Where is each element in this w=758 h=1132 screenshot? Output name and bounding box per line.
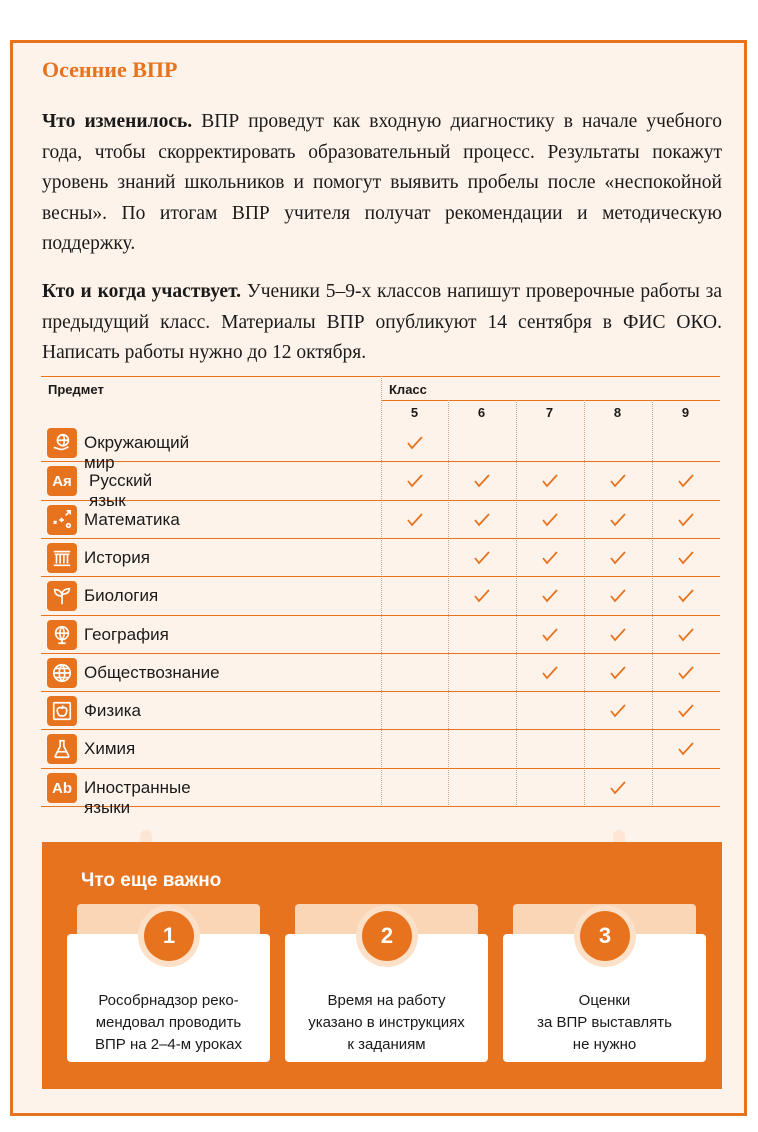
checkmark-icon	[584, 665, 651, 685]
note-line: к заданиям	[347, 1036, 426, 1053]
checkmark-icon	[584, 588, 651, 608]
checkmark-icon	[652, 512, 719, 532]
checkmark-icon	[652, 703, 719, 723]
checkmark-icon	[652, 741, 719, 761]
column-icon	[47, 543, 77, 573]
checkmark-icon	[652, 588, 719, 608]
row-divider	[41, 768, 720, 769]
subject-label: История	[84, 548, 150, 567]
checkmark-icon	[516, 627, 583, 647]
note-line: не нужно	[572, 1036, 637, 1053]
note-line: ВПР на 2–4-м уроках	[94, 1036, 242, 1053]
checkmark-icon	[584, 473, 651, 493]
grade-header: 5	[410, 405, 419, 420]
checkmark-icon	[584, 703, 651, 723]
checkmark-icon	[584, 512, 651, 532]
globe-grid-icon	[47, 620, 77, 650]
who-text: Ученики 5–9-х классов напишут проверочные работы за предыдущий класс. Материалы ВПР опубликуют 14 сентября в ФИС ОКО. Написать работы нужно до 12 октября.	[42, 281, 722, 363]
note-text	[285, 990, 488, 1056]
checkmark-icon	[652, 550, 719, 570]
subject-label: Математика	[84, 510, 180, 529]
subject-label: Обществознание	[84, 663, 220, 682]
checkmark-icon	[584, 550, 651, 570]
note-line: Время на работу	[327, 992, 446, 1009]
checkmark-icon	[516, 588, 583, 608]
grade-header-rule	[381, 400, 720, 401]
language-icon: Ab	[47, 773, 77, 803]
globe-hand-icon	[47, 428, 77, 458]
who-label: Кто и когда участвует.	[42, 281, 242, 302]
row-divider	[41, 691, 720, 692]
checkmark-icon	[652, 665, 719, 685]
checkmark-icon	[652, 473, 719, 493]
checkmark-icon	[448, 512, 515, 532]
note-text	[67, 990, 270, 1056]
changed-label: Что изменилось.	[42, 111, 193, 132]
checkmark-icon	[448, 588, 515, 608]
grade-header: 8	[613, 405, 622, 420]
note-number: 3	[580, 911, 630, 961]
subject-label: Химия	[84, 739, 136, 758]
note-line: мендовал проводить	[95, 1014, 242, 1031]
important-title: Что еще важно	[81, 870, 222, 891]
changed-text: ВПР проведут как входную диагностику в начале учебного года, чтобы скорректировать образовательный процесс. Результаты покажут уровень знаний школьников и помогут выявить пробелы после «неспокойной весны». По итогам ВПР учителя получат рекомендации и методическую поддержку.	[42, 111, 722, 254]
grade-header: 9	[681, 405, 690, 420]
checkmark-icon	[652, 627, 719, 647]
grade-header: 7	[545, 405, 554, 420]
world-icon	[47, 658, 77, 688]
class-column-header: Класс	[389, 382, 427, 397]
checkmark-icon	[381, 512, 448, 532]
apple-book-icon	[47, 696, 77, 726]
checkmark-icon	[516, 512, 583, 532]
checkmark-icon	[381, 473, 448, 493]
letters-icon: Ая	[47, 466, 77, 496]
row-divider	[41, 576, 720, 577]
subject-label: Русский язык	[89, 471, 153, 510]
checkmark-icon	[516, 473, 583, 493]
note-line: за ВПР выставлять	[537, 1014, 672, 1031]
checkmark-icon	[381, 435, 448, 455]
changed-paragraph	[42, 107, 722, 260]
subject-label: Иностранные языки	[84, 778, 191, 817]
who-paragraph	[42, 277, 722, 369]
checkmark-icon	[516, 550, 583, 570]
checkmark-icon	[448, 473, 515, 493]
note-number: 2	[362, 911, 412, 961]
grade-header: 6	[477, 405, 486, 420]
note-line: Рособрнадзор реко-	[98, 992, 239, 1009]
flask-icon	[47, 734, 77, 764]
formula-icon	[47, 505, 77, 535]
row-divider	[41, 538, 720, 539]
checkmark-icon	[584, 780, 651, 800]
row-divider	[41, 615, 720, 616]
subject-label: Биология	[84, 586, 159, 605]
note-line: указано в инструкциях	[308, 1014, 465, 1031]
checkmark-icon	[516, 665, 583, 685]
subject-label: География	[84, 625, 169, 644]
row-divider	[41, 653, 720, 654]
subject-column-header: Предмет	[48, 382, 104, 397]
note-text	[503, 990, 706, 1056]
checkmark-icon	[448, 550, 515, 570]
row-divider	[41, 729, 720, 730]
subject-label: Физика	[84, 701, 141, 720]
note-line: Оценки	[578, 992, 631, 1009]
sprout-icon	[47, 581, 77, 611]
checkmark-icon	[584, 627, 651, 647]
subject-label: Окружающий мир	[84, 433, 190, 472]
note-number: 1	[144, 911, 194, 961]
page-title: Осенние ВПР	[42, 57, 178, 82]
